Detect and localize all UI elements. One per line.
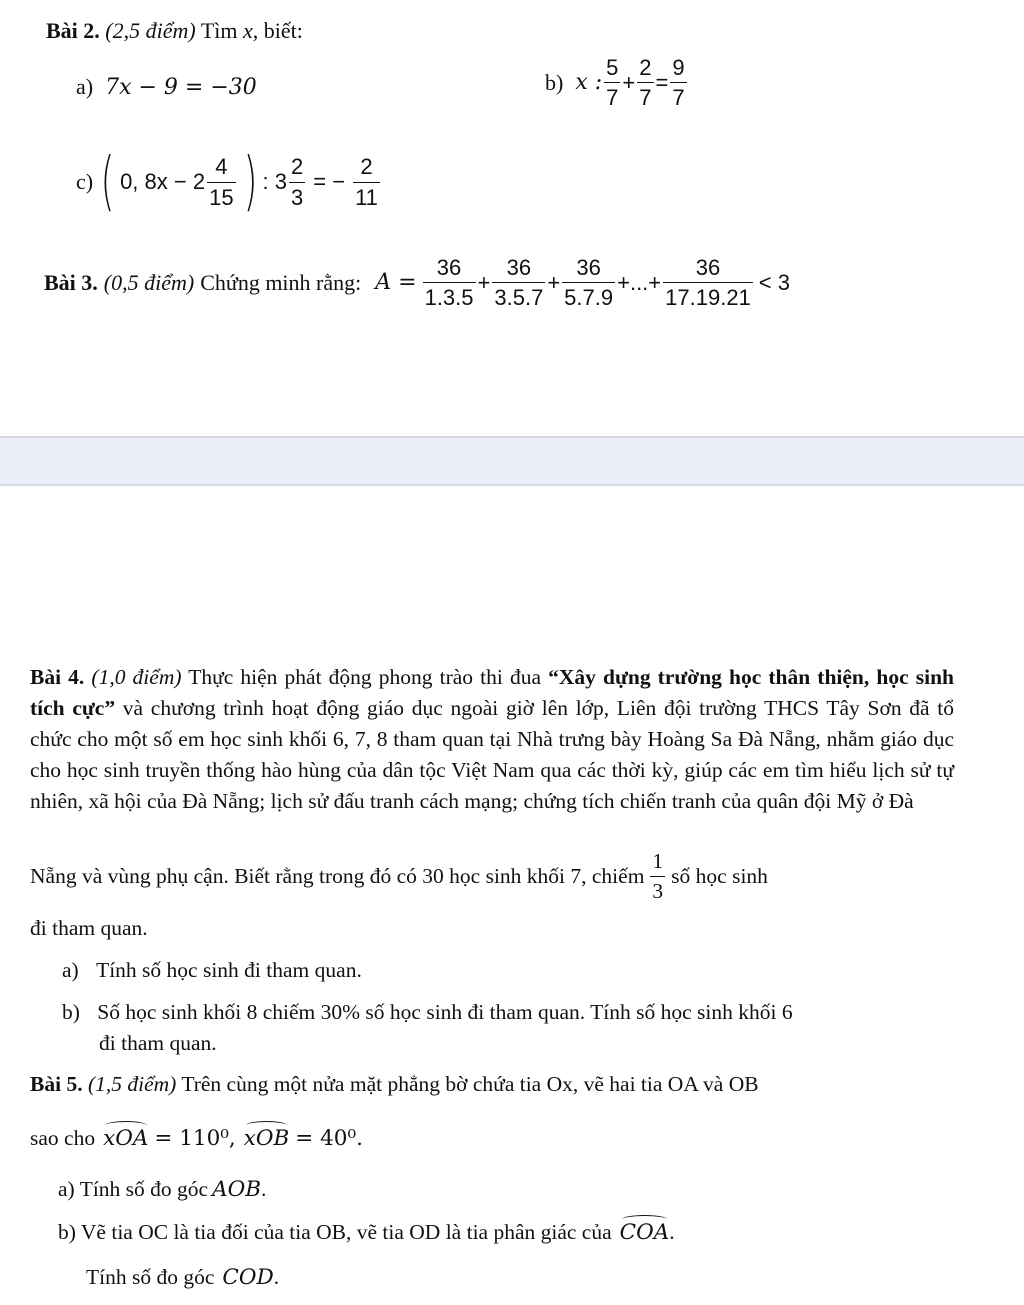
denominator: 7 <box>637 82 653 109</box>
numerator: 2 <box>360 154 373 180</box>
denominator: 11 <box>353 182 380 209</box>
fraction <box>289 155 305 208</box>
bai4-campaign-name: “Xây dựng trường học thân thiện, học sinh tích cực” <box>30 665 954 720</box>
fraction <box>650 850 665 902</box>
numerator: 2 <box>639 55 652 80</box>
ellipsis: +...+ <box>617 269 662 295</box>
punct: . <box>261 1177 267 1201</box>
denominator: 15 <box>207 182 235 209</box>
bai5-heading <box>30 1072 759 1097</box>
numerator: 5 <box>606 55 619 80</box>
bai2-var: x <box>243 18 253 43</box>
part-a-text: a) Tính số đo góc <box>58 1177 209 1201</box>
denominator: 1.3.5 <box>423 282 476 309</box>
part-b-text-cont: Tính số đo góc <box>86 1265 215 1289</box>
angle-cod: COD <box>222 1265 274 1290</box>
bai2-prompt-end: , biết: <box>252 18 303 43</box>
part-a-label: a) <box>62 958 79 982</box>
bai5-text-2: sao cho <box>30 1126 96 1150</box>
operator: + <box>547 269 561 295</box>
paren-open: ( <box>100 145 115 219</box>
bai2-score: (2,5 điểm) <box>105 18 196 43</box>
paren-close: ) <box>243 145 257 219</box>
part-b-text: Số học sinh khối 8 chiếm 30% số học sinh đi tham quan. Tính số học sinh khối 6 <box>97 1000 793 1024</box>
numerator: 36 <box>576 255 601 280</box>
angle-xob: xOB <box>243 1126 290 1151</box>
part-b-text: b) Vẽ tia OC là tia đối của tia OB, vẽ tia OD là tia phân giác của <box>58 1220 612 1244</box>
denominator: 7 <box>604 82 620 109</box>
part-b-lead: x : <box>575 70 603 96</box>
punct: . <box>273 1265 280 1289</box>
bai4-text-1: Thực hiện phát động phong trào thi đua <box>188 665 542 689</box>
bai5-part-b-cont <box>86 1265 279 1290</box>
bai5-text-1: Trên cùng một nửa mặt phẳng bờ chứa tia Ox, vẽ hai tia OA và OB <box>181 1072 759 1096</box>
part-a-equation: 7x − 9 = −30 <box>105 74 257 100</box>
fraction <box>562 256 615 309</box>
part-b-label: b) <box>545 69 564 95</box>
bai5-part-a <box>58 1177 266 1202</box>
bai5-part-b <box>58 1220 675 1245</box>
bai5-score: (1,5 điểm) <box>87 1072 177 1096</box>
part-c-inner: 0, 8x − 2 <box>120 169 206 194</box>
numerator: 9 <box>672 55 685 80</box>
numerator: 4 <box>215 154 228 180</box>
part-b-text-cont: đi tham quan. <box>99 1031 217 1055</box>
numerator: 36 <box>436 255 462 280</box>
bai2-heading <box>46 18 303 44</box>
fraction <box>604 56 620 109</box>
denominator: 3 <box>650 876 665 903</box>
angle-xoa-value: = 110⁰, <box>154 1126 236 1151</box>
bai4-text-2: và chương trình hoạt động giáo dục ngoài giờ lên lớp, Liên đội trường THCS Tây Sơn đã tổ chức cho một số em học sinh khối 6, 7, 8 tham quan tại Nhà trưng bày Hoàng Sa Đà Nẵng, nhằm giáo dục cho học sinh truyền thống hào hùng của dân tộc Việt Nam qua các thời kỳ, giúp các em tìm hiểu lịch sử tự nhiên, xã hội của Đà Nẵng; lịch sử đấu tranh cách mạng; chứng tích chiến tranh của quân đội Mỹ ở Đà <box>30 696 955 813</box>
fraction <box>670 56 686 109</box>
bai3-rhs: < 3 <box>758 269 790 295</box>
bai2-prompt: Tìm <box>200 18 238 43</box>
fraction <box>663 256 753 309</box>
bai3-line <box>44 256 790 309</box>
denominator: 17.19.21 <box>663 282 753 309</box>
bai2-title: Bài 2. <box>46 18 100 43</box>
bai3-text: Chứng minh rằng: <box>200 269 362 295</box>
angle-aob: AOB <box>212 1177 262 1202</box>
numerator: 1 <box>652 849 664 873</box>
part-c-label: c) <box>76 169 94 194</box>
fraction <box>423 256 476 309</box>
bai4-line-fraction <box>30 850 954 902</box>
bai4-text-3: Nẵng và vùng phụ cận. Biết rằng trong đó có 30 học sinh khối 7, chiếm <box>30 863 645 888</box>
bai4-part-b <box>62 1000 793 1025</box>
numerator: 2 <box>291 154 304 180</box>
bai4-part-a <box>62 958 362 983</box>
numerator: 36 <box>695 255 721 280</box>
operator: = − <box>313 169 346 194</box>
bai2-part-c <box>76 145 382 219</box>
operator: + <box>622 69 636 95</box>
bai4-paragraph <box>30 662 954 817</box>
bai3-score: (0,5 điểm) <box>103 269 195 295</box>
fraction <box>492 256 545 309</box>
bai2-part-a <box>76 74 257 100</box>
bai2-part-b <box>545 56 689 109</box>
angle-xob-value: = 40⁰. <box>295 1126 363 1151</box>
bai3-title: Bài 3. <box>44 269 98 295</box>
numerator: 36 <box>506 255 532 280</box>
bai3-lhs: A = <box>375 270 417 296</box>
denominator: 5.7.9 <box>562 282 615 309</box>
fraction <box>353 155 380 208</box>
page-break-band <box>0 436 1024 486</box>
fraction <box>637 56 653 109</box>
part-a-text: Tính số học sinh đi tham quan. <box>96 958 362 982</box>
fraction <box>207 155 235 208</box>
angle-xoa: xOA <box>103 1126 149 1151</box>
denominator: 7 <box>670 82 686 109</box>
bai5-title: Bài 5. <box>30 1072 83 1096</box>
angle-coa: COA <box>619 1220 670 1245</box>
operator: + <box>477 269 491 295</box>
part-b-label: b) <box>62 1000 80 1024</box>
part-a-label: a) <box>76 74 94 99</box>
punct: . <box>669 1220 675 1244</box>
denominator: 3 <box>289 182 305 209</box>
operator: : 3 <box>262 169 287 194</box>
bai4-text-4: số học sinh <box>671 863 768 888</box>
denominator: 3.5.7 <box>492 282 545 309</box>
bai5-angles-line <box>30 1126 363 1151</box>
bai4-text-5: đi tham quan. <box>30 916 148 940</box>
bai4-title: Bài 4. <box>30 665 85 689</box>
bai4-score: (1,0 điểm) <box>91 665 182 689</box>
operator: = <box>655 69 669 95</box>
